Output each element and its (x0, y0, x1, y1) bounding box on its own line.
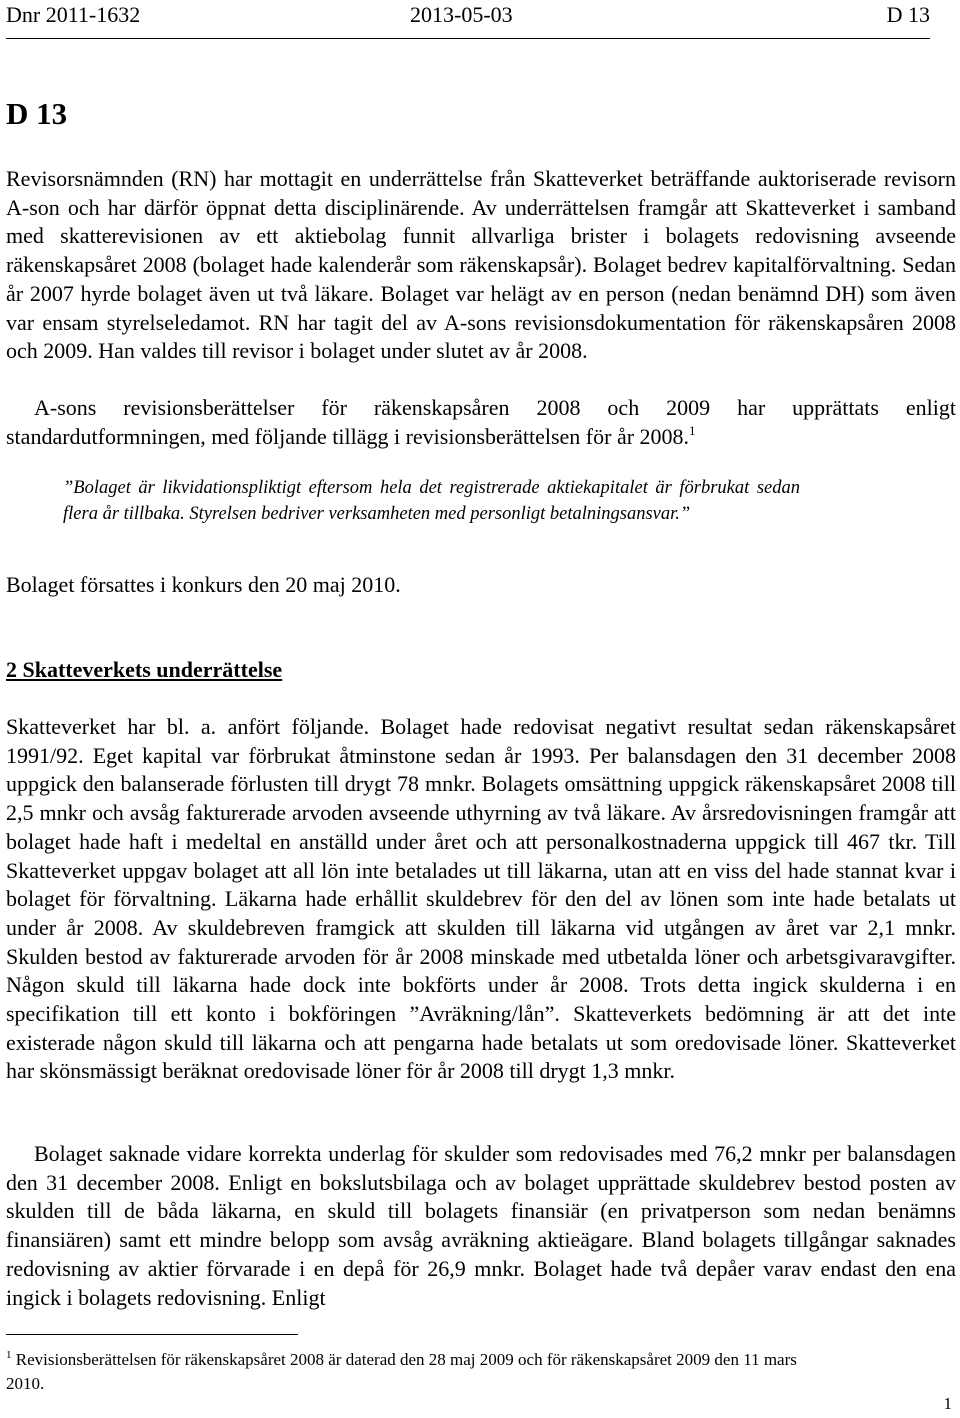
footnote-divider (6, 1334, 298, 1335)
footnote (6, 1348, 806, 1396)
footnote-text: Revisionsberättelsen för räkenskapsåret 2008 är daterad den 28 maj 2009 och för räkenskapsåret 2009 den 11 mars 2010. (6, 1350, 797, 1393)
page-header (6, 0, 930, 39)
audit-report-paragraph (6, 394, 956, 451)
tax-agency-paragraph-1: Skatteverket har bl. a. anfört följande. Bolaget hade redovisat negativt resultat sedan räkenskapsåret 1991/92. Eget kapital var förbrukat åtminstone sedan år 1993. Per balansdagen den 31 december 2008 uppgick den balanserade förlusten till drygt 78 mnkr. Bolagets omsättning uppgick räkenskapsåret 2008 till 2,5 mnkr och avsåg fakturerade arvoden avseende uthyrning av två läkare. Av årsredovisningen framgår att bolaget hade haft i medeltal en anställd under året och att personalkostnaderna uppgick till 467 tkr. Till Skatteverket uppgav bolaget att all lön inte betalades ut till läkarna, utan att en viss del hade stannat kvar i bolaget för förvaltning. Läkarna hade erhållit skuldebrev för den del av lönen som inte hade betalats ut under år 2008. Av skuldebreven framgick att skulden till läkarna vid utgången av året var 2,1 mnkr. Skulden bestod av fakturerade arvoden för år 2008 minskade med utbetalda löner och arbetsgivaravgifter. Någon skuld till läkarna hade dock inte bokförts under år 2008. Trots detta ingick skulderna i en specifikation till ett konto i bokföringen ”Avräkning/lån”. Skatteverkets bedömning är att det inte existerade någon skuld till läkarna och att pengarna hade betalats ut som oredovisade löner. Skatteverket har skönsmässigt beräknat oredovisade löner för år 2008 till drygt 1,3 mnkr. (6, 714, 956, 1084)
footnote-reference[interactable]: 1 (689, 422, 696, 438)
document-date: 2013-05-03 (410, 2, 513, 27)
document-number: Dnr 2011-1632 (6, 2, 141, 27)
audit-report-quote: ”Bolaget är likvidationspliktigt eftersom hela det registrerade aktiekapitalet är förbrukat sedan flera år tillbaka. Styrelsen bedriver verksamheten med personligt betalningsansvar.” (63, 478, 800, 524)
section-heading: 2 Skatteverkets underrättelse (6, 657, 283, 682)
document-code: D 13 (886, 2, 930, 27)
footnote-number: 1 (6, 1349, 12, 1361)
tax-agency-paragraph-2: Bolaget saknade vidare korrekta underlag för skulder som redovisades med 76,2 mnkr per balansdagen den 31 december 2008. Enligt en bokslutsbilaga och av bolaget upprättade skuldebrev bestod posten av skulden till de båda läkarna, en skuld till bolagets finansiär (en privatperson som nedan benämns finansiären) samt ett mindre belopp som avsåg avräkning aktieägare. Bland bolagets tillgångar saknades redovisning av aktier förvarade i en depå för 26,9 mnkr. Bolaget hade två depåer varav endast den ena ingick i bolagets redovisning. Enligt (6, 1141, 956, 1310)
bankruptcy-statement: Bolaget försattes i konkurs den 20 maj 2010. (6, 572, 401, 597)
intro-paragraph: Revisorsnämnden (RN) har mottagit en underrättelse från Skatteverket beträffande auktoriserade revisorn A-son och har därför öppnat detta disciplinärende. Av underrättelsen framgår att Skatteverket i samband med skatterevisionen av ett aktiebolag funnit allvarliga brister i bolagets redovisning avseende räkenskapsåret 2008 (bolaget hade kalenderår som räkenskapsår). Bolaget bedrev kapitalförvaltning. Sedan år 2007 hyrde bolaget även ut två läkare. Bolaget var helägt av en person (nedan benämnd DH) som även var ensam styrelseledamot. RN har tagit del av A-sons revisionsdokumentation för räkenskapsåren 2008 och 2009. Han valdes till revisor i bolaget under slutet av år 2008. (6, 166, 956, 364)
audit-report-text: A-sons revisionsberättelser för räkenskapsåren 2008 och 2009 har upprättats enligt standardutformningen, med följande tillägg i revisionsberättelsen för år 2008. (6, 395, 956, 449)
document-title: D 13 (6, 96, 68, 131)
page-number: 1 (943, 1394, 952, 1413)
